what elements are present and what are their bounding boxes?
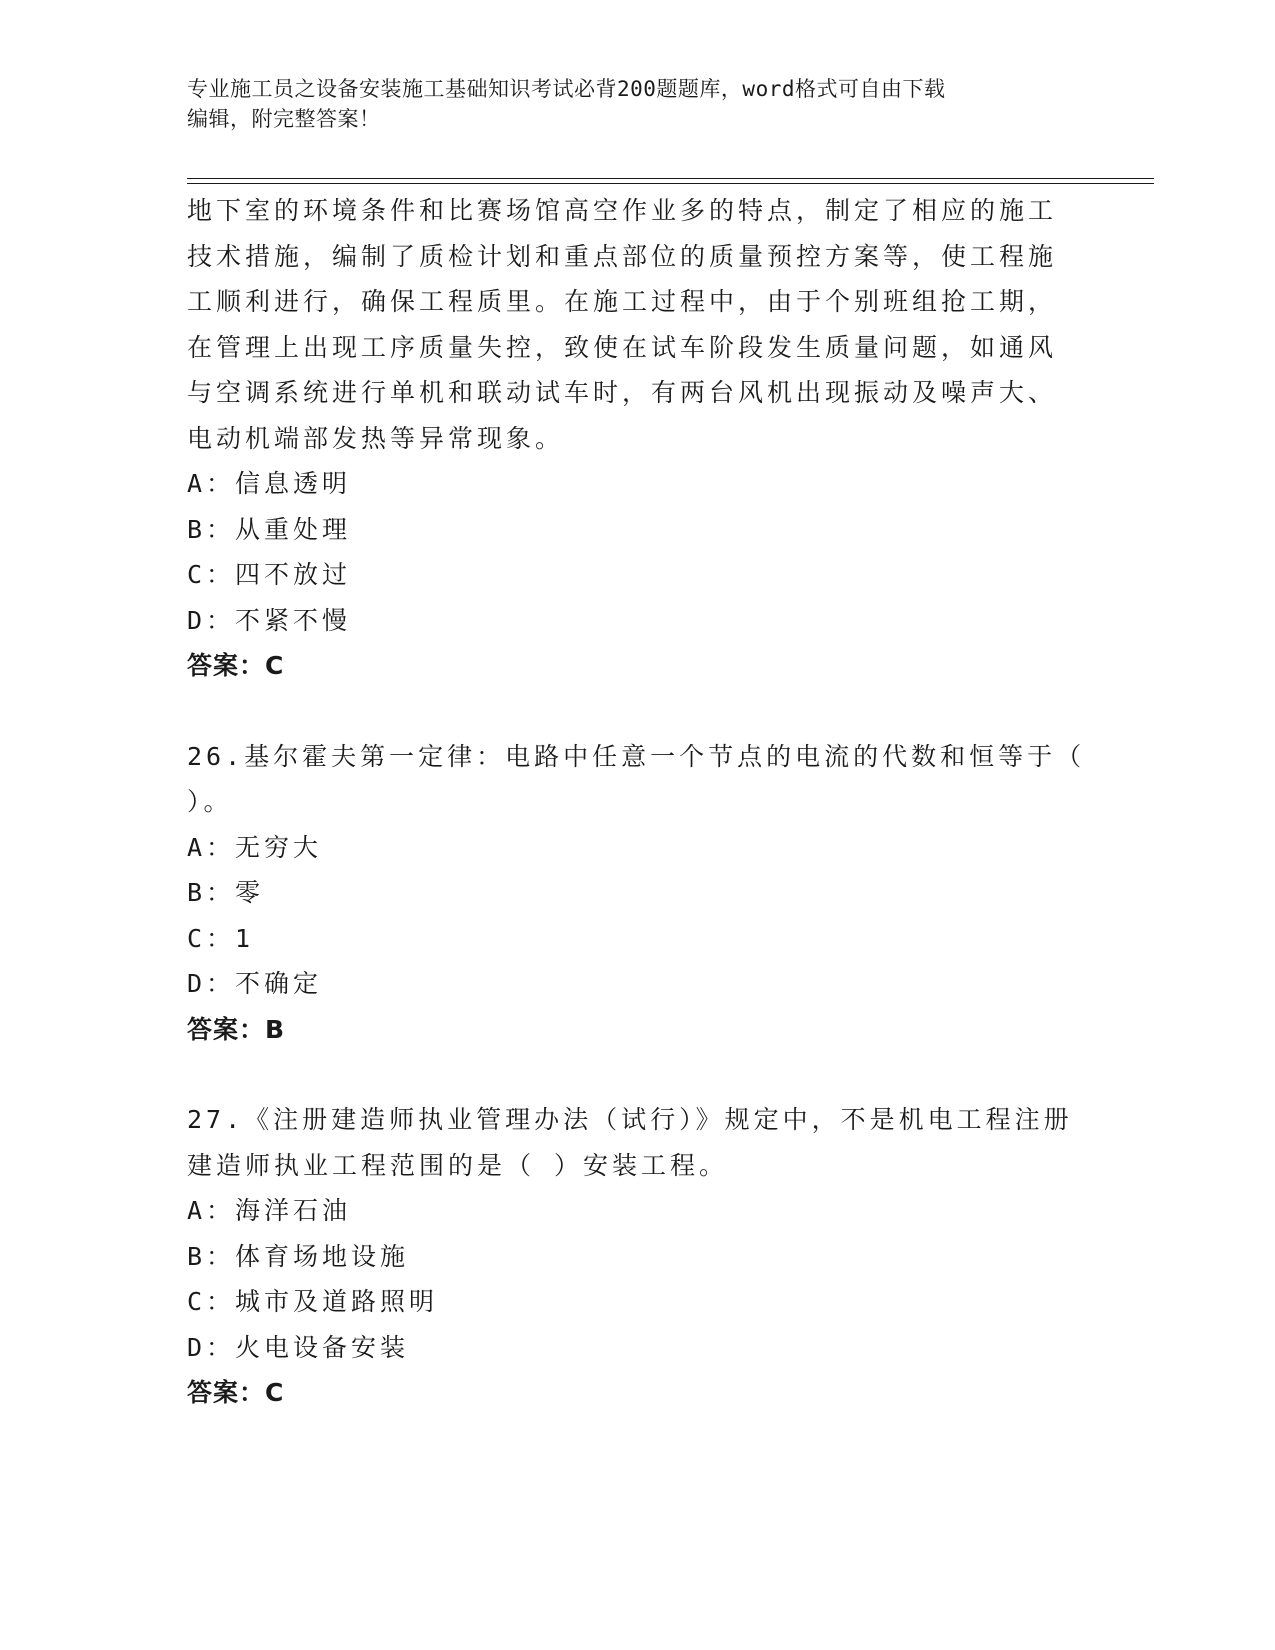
option-d: D：不确定 [187,969,323,998]
question-stem-line: 26.基尔霍夫第一定律：电路中任意一个节点的电流的代数和恒等于（ [187,741,1086,771]
answer-label: 答案：C [187,1378,285,1407]
option-a: A：信息透明 [187,469,352,498]
question-27 [187,1097,1087,1416]
option-b: B：体育场地设施 [187,1241,410,1271]
question-stem-line: 在管理上出现工序质量失控，致使在试车阶段发生质量问题，如通风 [187,332,1058,362]
option-c: C：1 [187,923,255,953]
question-stem-line: 地下室的环境条件和比赛场馆高空作业多的特点，制定了相应的施工 [187,196,1058,225]
document-body [187,188,1087,1416]
question-stem-line: ）。 [187,787,233,816]
option-b: B：从重处理 [187,514,352,544]
question-stem-line: 电动机端部发热等异常现象。 [187,423,565,453]
option-a: A：海洋石油 [187,1196,352,1225]
question-stem-line: 技术措施，编制了质检计划和重点部位的质量预控方案等，使工程施 [187,241,1058,271]
question-stem-line: 建造师执业工程范围的是（ ）安装工程。 [187,1150,729,1180]
option-c: C：四不放过 [187,560,352,589]
option-c: C：城市及道路照明 [187,1287,439,1316]
header-divider-top [187,178,1154,179]
question-26 [187,734,1087,1053]
answer-label: 答案：C [187,651,285,680]
question-stem-line: 工顺利进行，确保工程质里。在施工过程中，由于个别班组抢工期， [187,287,1058,316]
header-divider-bottom [187,183,1154,184]
option-b: B：零 [187,878,265,907]
answer-label: 答案：B [187,1014,286,1044]
option-a: A：无穷大 [187,832,323,862]
option-d: D：火电设备安装 [187,1332,410,1362]
question-25-continued [187,188,1087,689]
page-header [187,74,1087,134]
question-stem-line: 27.《注册建造师执业管理办法（试行）》规定中，不是机电工程注册 [187,1105,1073,1134]
question-stem-line: 与空调系统进行单机和联动试车时，有两台风机出现振动及噪声大、 [187,378,1058,407]
header-line-2: 编辑，附完整答案！ [187,107,381,131]
header-line-1: 专业施工员之设备安装施工基础知识考试必背200题题库，word格式可自由下载 [187,77,946,101]
option-d: D：不紧不慢 [187,605,352,635]
